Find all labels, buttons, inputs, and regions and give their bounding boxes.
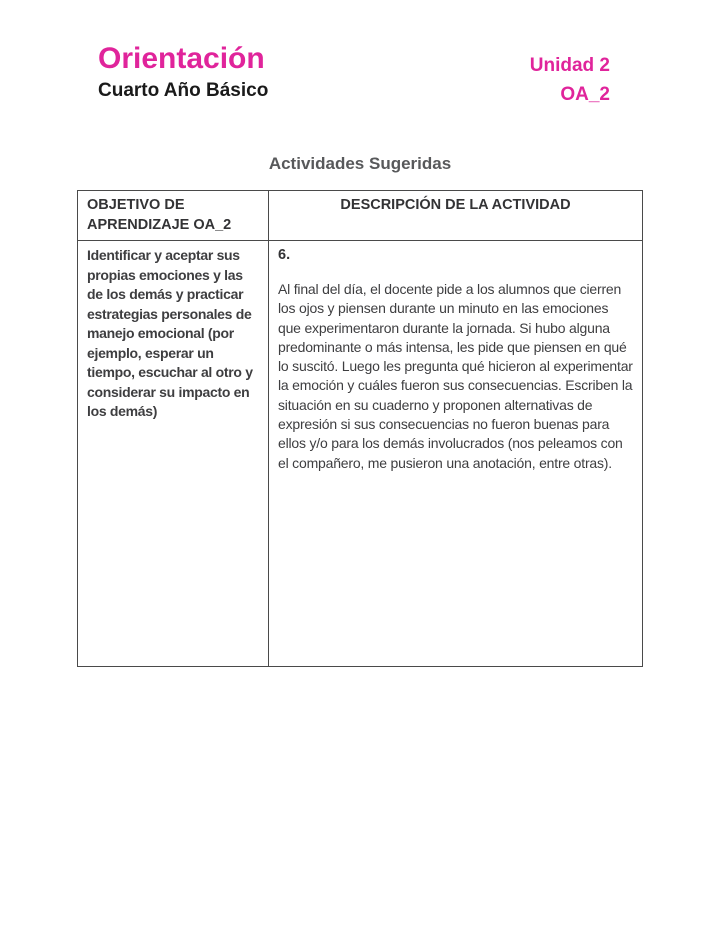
activity-number: 6. bbox=[278, 247, 291, 263]
objective-column-header: OBJETIVO DE APRENDIZAJE OA_2 bbox=[78, 191, 269, 241]
grade-subtitle: Cuarto Año Básico bbox=[98, 80, 269, 101]
table-row bbox=[78, 241, 643, 667]
activity-description: Al final del día, el docente pide a los alumnos que cierren los ojos y piensen durante un minuto en las emociones que experimentaron durante la jornada. Si hubo alguna predominante o más intensa, les pide que piensen en qué lo suscitó. Luego les pregunta qué hicieron al experimentar la emoción y cuáles fueron sus consecuencias. Escriben la situación en su cuaderno y proponen alternativas de expresión si sus consecuencias no fueron buenas para ellos y/o para los demás involucrados (nos peleamos con el compañero, me pusieron una anotación, entre otras). bbox=[278, 281, 633, 471]
objective-cell: Identificar y aceptar sus propias emociones y las de los demás y practicar estrategias personales de manejo emocional (por ejemplo, esperar un tiempo, escuchar al otro y considerar su impacto en los demás) bbox=[78, 241, 269, 667]
activities-table bbox=[77, 190, 643, 667]
table-header-row bbox=[78, 191, 643, 241]
oa-label: OA_2 bbox=[560, 84, 610, 105]
description-cell bbox=[269, 241, 643, 667]
subject-title: Orientación bbox=[98, 42, 265, 75]
header-right bbox=[530, 42, 610, 109]
header-left bbox=[98, 42, 268, 102]
document-header bbox=[0, 0, 720, 109]
unit-label: Unidad 2 bbox=[529, 55, 610, 76]
section-title: Actividades Sugeridas bbox=[268, 154, 452, 173]
description-column-header: DESCRIPCIÓN DE LA ACTIVIDAD bbox=[269, 191, 643, 241]
